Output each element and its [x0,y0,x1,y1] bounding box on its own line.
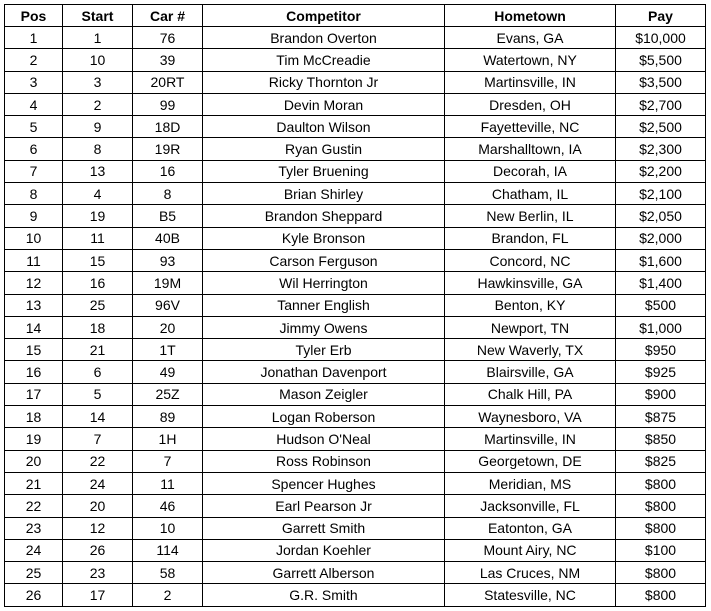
cell-car-number: 96V [133,294,203,316]
cell-pos: 25 [5,562,63,584]
table-row [5,428,706,450]
cell-hometown: Georgetown, DE [445,450,616,472]
cell-competitor: Brandon Sheppard [203,205,445,227]
table-row [5,294,706,316]
cell-competitor: Wil Herrington [203,272,445,294]
cell-car-number: 25Z [133,383,203,405]
cell-hometown: Watertown, NY [445,49,616,71]
cell-pay: $825 [616,450,706,472]
cell-pay: $850 [616,428,706,450]
table-row [5,517,706,539]
cell-pos: 26 [5,584,63,606]
cell-start: 4 [63,183,133,205]
header-hometown: Hometown [445,5,616,27]
cell-pos: 9 [5,205,63,227]
cell-pos: 2 [5,49,63,71]
table-row [5,116,706,138]
cell-start: 22 [63,450,133,472]
cell-competitor: Ricky Thornton Jr [203,71,445,93]
cell-pos: 21 [5,472,63,494]
cell-competitor: Mason Zeigler [203,383,445,405]
cell-competitor: Brandon Overton [203,27,445,49]
cell-car-number: 1H [133,428,203,450]
cell-car-number: 89 [133,406,203,428]
table-row [5,205,706,227]
table-row [5,539,706,561]
table-row [5,495,706,517]
cell-car-number: 20RT [133,71,203,93]
cell-pos: 3 [5,71,63,93]
cell-hometown: Mount Airy, NC [445,539,616,561]
cell-hometown: Benton, KY [445,294,616,316]
cell-pos: 13 [5,294,63,316]
cell-car-number: 19M [133,272,203,294]
cell-car-number: 39 [133,49,203,71]
cell-hometown: Martinsville, IN [445,71,616,93]
cell-pos: 5 [5,116,63,138]
cell-pos: 1 [5,27,63,49]
cell-pos: 6 [5,138,63,160]
cell-car-number: 2 [133,584,203,606]
cell-hometown: Jacksonville, FL [445,495,616,517]
header-car-number: Car # [133,5,203,27]
cell-hometown: Statesville, NC [445,584,616,606]
cell-pos: 4 [5,93,63,115]
table-row [5,227,706,249]
cell-car-number: 99 [133,93,203,115]
cell-pay: $800 [616,495,706,517]
cell-pay: $1,000 [616,316,706,338]
table-row [5,383,706,405]
cell-pos: 23 [5,517,63,539]
header-start: Start [63,5,133,27]
table-row [5,361,706,383]
header-pos: Pos [5,5,63,27]
cell-competitor: Kyle Bronson [203,227,445,249]
table-row [5,183,706,205]
cell-pos: 7 [5,160,63,182]
cell-start: 8 [63,138,133,160]
cell-competitor: Jordan Koehler [203,539,445,561]
cell-pay: $2,300 [616,138,706,160]
cell-pay: $800 [616,517,706,539]
header-row [5,5,706,27]
table-row [5,27,706,49]
cell-pos: 12 [5,272,63,294]
cell-pos: 24 [5,539,63,561]
cell-car-number: 10 [133,517,203,539]
table-row [5,584,706,606]
cell-competitor: Tim McCreadie [203,49,445,71]
cell-car-number: 1T [133,339,203,361]
cell-start: 9 [63,116,133,138]
cell-pos: 14 [5,316,63,338]
table-row [5,406,706,428]
cell-pos: 8 [5,183,63,205]
cell-hometown: Waynesboro, VA [445,406,616,428]
cell-pay: $2,200 [616,160,706,182]
cell-start: 1 [63,27,133,49]
cell-pay: $500 [616,294,706,316]
cell-hometown: New Waverly, TX [445,339,616,361]
cell-pay: $2,500 [616,116,706,138]
cell-hometown: Chalk Hill, PA [445,383,616,405]
cell-hometown: Martinsville, IN [445,428,616,450]
cell-competitor: Tanner English [203,294,445,316]
table-row [5,93,706,115]
cell-pos: 18 [5,406,63,428]
cell-pay: $925 [616,361,706,383]
cell-start: 14 [63,406,133,428]
cell-competitor: Carson Ferguson [203,249,445,271]
cell-pay: $950 [616,339,706,361]
cell-competitor: Devin Moran [203,93,445,115]
cell-competitor: Daulton Wilson [203,116,445,138]
cell-pay: $800 [616,584,706,606]
cell-start: 20 [63,495,133,517]
cell-pos: 16 [5,361,63,383]
cell-car-number: 46 [133,495,203,517]
cell-hometown: Concord, NC [445,249,616,271]
table-row [5,71,706,93]
cell-competitor: Earl Pearson Jr [203,495,445,517]
cell-pay: $2,100 [616,183,706,205]
cell-car-number: 49 [133,361,203,383]
cell-pay: $900 [616,383,706,405]
cell-pay: $100 [616,539,706,561]
cell-car-number: B5 [133,205,203,227]
cell-pos: 11 [5,249,63,271]
cell-hometown: Chatham, IL [445,183,616,205]
cell-start: 6 [63,361,133,383]
table-body [5,27,706,607]
table-row [5,49,706,71]
cell-hometown: Evans, GA [445,27,616,49]
header-pay: Pay [616,5,706,27]
cell-hometown: Dresden, OH [445,93,616,115]
cell-hometown: Decorah, IA [445,160,616,182]
cell-car-number: 58 [133,562,203,584]
table-row [5,249,706,271]
cell-hometown: Meridian, MS [445,472,616,494]
header-competitor: Competitor [203,5,445,27]
cell-pay: $1,400 [616,272,706,294]
cell-pay: $875 [616,406,706,428]
cell-start: 7 [63,428,133,450]
cell-start: 5 [63,383,133,405]
cell-hometown: Brandon, FL [445,227,616,249]
cell-start: 25 [63,294,133,316]
cell-pos: 15 [5,339,63,361]
results-table [4,4,706,607]
cell-pay: $10,000 [616,27,706,49]
cell-car-number: 11 [133,472,203,494]
cell-pay: $2,000 [616,227,706,249]
results-table-container [4,4,706,607]
cell-competitor: Jonathan Davenport [203,361,445,383]
cell-hometown: Blairsville, GA [445,361,616,383]
cell-hometown: Las Cruces, NM [445,562,616,584]
cell-pos: 17 [5,383,63,405]
cell-pay: $800 [616,562,706,584]
cell-start: 24 [63,472,133,494]
table-row [5,472,706,494]
cell-hometown: Eatonton, GA [445,517,616,539]
cell-start: 16 [63,272,133,294]
cell-pos: 19 [5,428,63,450]
table-row [5,138,706,160]
cell-car-number: 114 [133,539,203,561]
cell-start: 18 [63,316,133,338]
table-row [5,562,706,584]
cell-pay: $5,500 [616,49,706,71]
cell-competitor: Tyler Bruening [203,160,445,182]
cell-competitor: Brian Shirley [203,183,445,205]
cell-start: 11 [63,227,133,249]
cell-start: 19 [63,205,133,227]
cell-competitor: G.R. Smith [203,584,445,606]
cell-competitor: Logan Roberson [203,406,445,428]
cell-start: 13 [63,160,133,182]
table-row [5,160,706,182]
cell-hometown: Hawkinsville, GA [445,272,616,294]
cell-hometown: Newport, TN [445,316,616,338]
table-row [5,316,706,338]
cell-start: 17 [63,584,133,606]
cell-pay: $2,050 [616,205,706,227]
cell-pay: $800 [616,472,706,494]
cell-competitor: Garrett Smith [203,517,445,539]
cell-hometown: Marshalltown, IA [445,138,616,160]
cell-start: 23 [63,562,133,584]
table-header [5,5,706,27]
cell-competitor: Tyler Erb [203,339,445,361]
cell-start: 15 [63,249,133,271]
cell-car-number: 8 [133,183,203,205]
cell-start: 12 [63,517,133,539]
cell-pay: $1,600 [616,249,706,271]
cell-car-number: 40B [133,227,203,249]
cell-start: 10 [63,49,133,71]
cell-hometown: Fayetteville, NC [445,116,616,138]
cell-car-number: 18D [133,116,203,138]
cell-start: 26 [63,539,133,561]
cell-pos: 22 [5,495,63,517]
table-row [5,272,706,294]
cell-pay: $2,700 [616,93,706,115]
cell-hometown: New Berlin, IL [445,205,616,227]
cell-competitor: Ross Robinson [203,450,445,472]
cell-pos: 10 [5,227,63,249]
cell-start: 3 [63,71,133,93]
cell-competitor: Jimmy Owens [203,316,445,338]
cell-competitor: Hudson O'Neal [203,428,445,450]
cell-car-number: 19R [133,138,203,160]
cell-car-number: 20 [133,316,203,338]
cell-pos: 20 [5,450,63,472]
table-row [5,450,706,472]
cell-car-number: 93 [133,249,203,271]
cell-competitor: Spencer Hughes [203,472,445,494]
cell-start: 2 [63,93,133,115]
cell-competitor: Garrett Alberson [203,562,445,584]
table-row [5,339,706,361]
cell-start: 21 [63,339,133,361]
cell-car-number: 76 [133,27,203,49]
cell-competitor: Ryan Gustin [203,138,445,160]
cell-car-number: 16 [133,160,203,182]
cell-pay: $3,500 [616,71,706,93]
cell-car-number: 7 [133,450,203,472]
